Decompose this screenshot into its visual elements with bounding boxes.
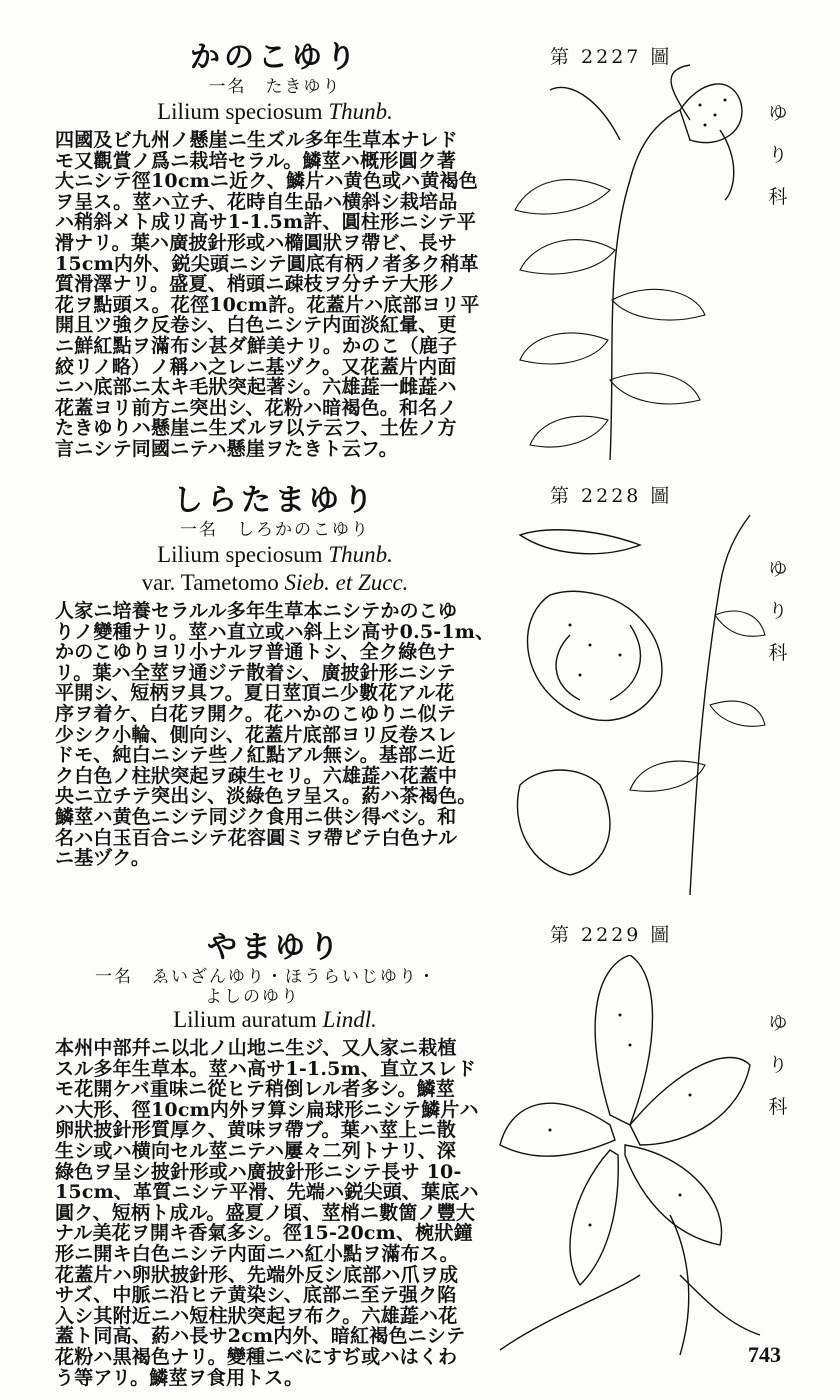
body-line: 花粉ハ黒褐色ナリ。變種ニべにすぢ或ハはくわ bbox=[55, 1345, 458, 1368]
entry-alias: 一名 しろかのこゆり bbox=[180, 520, 370, 540]
entry-title: しらたまゆり bbox=[173, 483, 377, 518]
author: Thunb. bbox=[328, 542, 393, 567]
body-line: 15cm、革質ニシテ平滑、先端ハ鋭尖頭、葉底ハ bbox=[55, 1181, 479, 1204]
family-char: り bbox=[768, 144, 788, 166]
body-line: 少シク小輪、側向シ、花蓋片底部ヨリ反卷スレ bbox=[55, 723, 457, 746]
body-line: 15cm内外、鋭尖頭ニシテ圓底有柄ノ者多ク稍革 bbox=[55, 252, 479, 275]
body-line: 名ハ白玉百合ニシテ花容圓ミヲ帶ビテ白色ナル bbox=[55, 826, 458, 849]
scientific-name bbox=[55, 98, 495, 126]
entry-yamayuri bbox=[55, 930, 495, 1388]
body-line: リ。葉ハ全莖ヲ通ジテ散着シ、廣披針形ニシテ bbox=[55, 661, 456, 684]
entry-shiratamayuri bbox=[55, 483, 495, 869]
scientific-name bbox=[55, 541, 495, 569]
lily-illustration-2229 bbox=[490, 955, 770, 1365]
body-line: モ又觀賞ノ爲ニ栽培セラル。鱗莖ハ概形圓ク著 bbox=[55, 149, 457, 172]
body-line: 大ニシテ徑10cmニ近ク、鱗片ハ黄色或ハ黄褐色 bbox=[55, 170, 478, 193]
entry-kanokoyuri bbox=[55, 40, 495, 460]
body-line: ク白色ノ柱狀突起ヲ疎生セリ。六雄蕋ハ花蓋中 bbox=[55, 764, 458, 787]
body-line: 花ヲ點頭ス。花徑10cm許。花蓋片ハ底部ヨリ平 bbox=[55, 293, 480, 316]
body-line: 四國及ビ九州ノ懸崖ニ生ズル多年生草本ナレド bbox=[55, 129, 458, 151]
body-line: ハ大形、徑10cm内外ヲ算シ扁球形ニシテ鱗片ハ bbox=[55, 1098, 479, 1121]
author: Lindl. bbox=[322, 1007, 377, 1032]
body-line: 入シ其附近ニハ短柱狀突起ヲ布ク。六雄蕋ハ花 bbox=[55, 1304, 458, 1327]
family-char: 科 bbox=[768, 1096, 788, 1118]
body-line: 開且ツ強ク反卷シ、白色ニシテ内面淡紅暈、更 bbox=[55, 314, 457, 337]
figure-label: 第 2228 圖 bbox=[550, 485, 673, 507]
author: Thunb. bbox=[328, 99, 393, 124]
body-line: サズ、中脈ニ沿ヒテ黄染シ、底部ニ至テ强ク陷 bbox=[55, 1284, 457, 1307]
body-line: う等アリ。鱗莖ヲ食用トス。 bbox=[55, 1366, 304, 1389]
family-char: り bbox=[768, 600, 788, 622]
family-char: ゆ bbox=[768, 102, 788, 124]
body-line: 序ヲ着ケ、白花ヲ開ク。花ハかのこゆりニ似テ bbox=[55, 702, 457, 725]
variety-name bbox=[55, 569, 495, 597]
entry-alias-cont: よしのゆり bbox=[205, 987, 300, 1007]
body-line: ヲ呈ス。莖ハ立チ、花時自生品ハ横斜シ栽培品 bbox=[55, 190, 458, 213]
body-line: 圓ク、短柄ト成ル。盛夏ノ頃、莖梢ニ數箇ノ豐大 bbox=[55, 1201, 476, 1224]
family-char: ゆ bbox=[768, 558, 788, 580]
entry-title: やまゆり bbox=[207, 930, 343, 965]
body-line: ナル美花ヲ開キ香氣多シ。徑15-20cm、椀狀鐘 bbox=[55, 1222, 473, 1245]
variety: var. Tametomo bbox=[141, 570, 285, 595]
genus-species: Lilium speciosum bbox=[157, 542, 329, 567]
body-line: 綠色ヲ呈シ披針形或ハ廣披針形ニシテ長サ 10- bbox=[55, 1160, 462, 1183]
body-line: 平開シ、短柄ヲ具フ。夏日莖頂ニ少數花アル花 bbox=[55, 682, 455, 705]
body-line: 蓋ト同高、葯ハ長サ2cm内外、暗紅褐色ニシテ bbox=[55, 1325, 466, 1348]
body-line: 本州中部幷ニ以北ノ山地ニ生ジ、又人家ニ栽植 bbox=[55, 1037, 457, 1059]
body-line: 絞リノ略）ノ稱ハ之レニ基ヅク。又花蓋片内面 bbox=[55, 355, 457, 378]
family-char: り bbox=[768, 1054, 788, 1076]
entry-title: かのこゆり bbox=[190, 40, 360, 75]
scientific-name bbox=[55, 1006, 495, 1034]
figure-label: 第 2229 圖 bbox=[550, 924, 673, 946]
genus-species: Lilium speciosum bbox=[157, 99, 329, 124]
body-line: スル多年生草本。莖ハ高サ1-1.5m、直立スレド bbox=[55, 1057, 477, 1080]
entry-body bbox=[55, 601, 495, 869]
body-line: ニ鮮紅點ヲ滿布シ甚ダ鮮美ナリ。かのこ（鹿子 bbox=[55, 334, 458, 357]
body-line: りノ變種ナリ。莖ハ直立或ハ斜上シ高サ0.5-1m、 bbox=[55, 620, 495, 643]
body-line: 花蓋片ハ卵狀披針形、先端外反シ底部ハ爪ヲ成 bbox=[55, 1263, 459, 1286]
body-line: 形ニ開キ白色ニシテ内面ニハ紅小點ヲ滿布ス。 bbox=[55, 1242, 459, 1265]
lily-illustration-2228 bbox=[490, 505, 770, 900]
family-char: ゆ bbox=[768, 1012, 788, 1034]
entry-body bbox=[55, 1038, 495, 1388]
body-line: 言ニシテ同國ニテハ懸崖ヲたきト云フ。 bbox=[55, 437, 398, 460]
body-line: ニ基ヅク。 bbox=[55, 847, 151, 870]
body-line: 央ニ立チテ突出シ、淡綠色ヲ呈ス。葯ハ茶褐色。 bbox=[55, 785, 477, 808]
body-line: ドモ、純白ニシテ些ノ紅點アル無シ。基部ニ近 bbox=[55, 744, 456, 767]
body-line: 鱗莖ハ黄色ニシテ同ジク食用ニ供シ得ベシ。和 bbox=[55, 805, 457, 828]
body-line: かのこゆりヨリ小ナルヲ普通トシ、全ク綠色ナ bbox=[55, 641, 456, 664]
page-number: 743 bbox=[748, 1342, 781, 1367]
family-char: 科 bbox=[768, 642, 788, 664]
body-line: 人家ニ培養セラルル多年生草本ニシテかのこゆ bbox=[55, 600, 458, 622]
figure-label: 第 2227 圖 bbox=[550, 46, 673, 68]
body-line: 質滑澤ナリ。盛夏、梢頭ニ疎枝ヲ分チテ大形ノ bbox=[55, 273, 458, 296]
entry-alias: 一名 ゑいざんゆり・ほうらいじゆり・ bbox=[95, 967, 437, 987]
body-line: 卵狀披針形質厚ク、黄味ヲ帶ブ。葉ハ莖上ニ散 bbox=[55, 1119, 456, 1142]
body-line: 滑ナリ。葉ハ廣披針形或ハ橢圓狀ヲ帶ビ、長サ bbox=[55, 231, 458, 254]
variety-author: Sieb. et Zucc. bbox=[284, 570, 409, 595]
body-line: 生シ或ハ横向セル莖ニテハ屢々二列トナリ、深 bbox=[55, 1139, 457, 1162]
body-line: 花蓋ヨリ前方ニ突出シ、花粉ハ暗褐色。和名ノ bbox=[55, 396, 457, 419]
body-line: ニハ底部ニ太キ毛狀突起著シ。六雄蕋一雌蕋ハ bbox=[55, 376, 457, 399]
entry-alias: 一名 たきゆり bbox=[208, 77, 342, 97]
entry-body bbox=[55, 130, 495, 460]
body-line: モ花開ケバ重味ニ從ヒテ稍倒レル者多シ。鱗莖 bbox=[55, 1078, 456, 1101]
genus-species: Lilium auratum bbox=[173, 1007, 323, 1032]
family-char: 科 bbox=[768, 186, 788, 208]
lily-illustration-2227 bbox=[490, 60, 770, 470]
body-line: たきゆりハ懸崖ニ生ズルヲ以テ云フ、土佐ノ方 bbox=[55, 417, 457, 440]
body-line: ハ稍斜メト成リ高サ1-1.5m許、圓柱形ニシテ平 bbox=[55, 211, 477, 234]
